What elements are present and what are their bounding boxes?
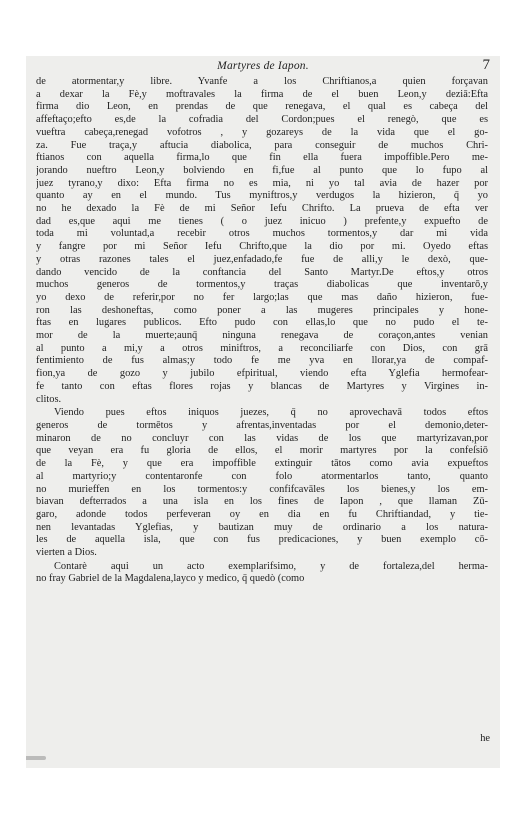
- text-line: ftianos con aquella firma,lo que fin ella fuera impoffible.Pero me-: [36, 152, 488, 164]
- text-line: firma dio Leon, en prendas de que renegava, el qual es cabeça del: [36, 101, 488, 113]
- text-line: generos de tormētos y afrentas,inventadas por el demonio,deter-: [36, 419, 488, 431]
- text-line: y fangre por mi Señor Iefu Chrifto,que la dio por mi. Oyedo eftas: [36, 241, 488, 253]
- ink-smudge: [26, 756, 46, 760]
- text-line: nen levantadas Yglefias, y bautizan muy de ordinario a los natura-: [36, 521, 488, 533]
- book-page: [26, 56, 500, 768]
- text-line: al punto a mi,y a otros miniftros, a reconciliarfe con Dios, con grā: [36, 342, 488, 354]
- paragraph: [36, 407, 488, 559]
- text-line: vueftra cabeça,renegad vofotros , y gozareys de la vida que el go-: [36, 126, 488, 138]
- text-line: clitos.: [36, 393, 62, 405]
- text-line: de la Fè, y que era impoffible extinguir tātos como avia expueftos: [36, 458, 488, 470]
- paragraph: [36, 76, 488, 406]
- text-line: ron las deshoneftas, como poner a las mugeres principales y hone-: [36, 304, 488, 316]
- text-line: fentimiento de fus almas;y todo fe me yva en llorar,ya de compaf-: [36, 355, 488, 367]
- text-line: Viendo pues eftos iniquos juezes, q̄ no aprovechavā todos eftos: [54, 407, 488, 419]
- text-line: que veyan era fu gloria de ellos, el morir martyres por la confeſsiō: [36, 445, 488, 457]
- body-text: [36, 76, 488, 586]
- text-line: jorando nueftro Leon,y bolviendo en fi,fue al punto que lo fupo al: [36, 164, 488, 176]
- text-line: fion,ya de gozo y jubilo efpiritual, viendo efta Yglefia hermofear-: [36, 368, 488, 380]
- text-line: minaron de no concluyr con las vidas de los que martyrizavan,por: [36, 432, 488, 444]
- folio-number: 7: [482, 57, 490, 73]
- text-line: affeftaço;efto es,de la cofradia del Cordon;pues el renegò, que es: [36, 114, 488, 126]
- text-line: yo dexo de referir,por no fer largo;las que mas daño hizieron, fue-: [36, 291, 488, 303]
- text-line: juez tyrano,y dixo: Efta firma no es mia, ni yo tal avia de hazer por: [36, 177, 488, 189]
- text-line: a dexar la Fè,y moftravales la firma de el buen Leon,y deziā:Efta: [36, 88, 488, 100]
- paragraph: [36, 561, 488, 586]
- text-line: no he dexado la Fè de mi Señor Iefu Chrifto. La prueva de efta ver: [36, 203, 488, 215]
- page-header: [26, 59, 500, 77]
- text-line: muchos generos de tormentos,y traças diabolicas que inventarō,y: [36, 279, 488, 291]
- text-line: de atormentar,y libre. Yvanfe a los Chriftianos,a quien forçavan: [36, 76, 488, 87]
- text-line: dad es,que aqui me tienes ( o juez inicuo ) prefente,y expuefto de: [36, 215, 488, 227]
- catchword: he: [480, 733, 490, 744]
- text-line: no murieffen en los tormentos:y confifcavāles los bienes,y los em-: [36, 483, 488, 495]
- text-line: fe tanto con eftas flores rojas y blancas de Martyres y Virgines in-: [36, 380, 488, 392]
- text-line: y otras razones tales el juez,enfadado,fe fue de alli,y le dexò, que-: [36, 253, 488, 265]
- text-line: za. Fue traça,y aftucia diabolica, para conseguir de muchos Chri-: [36, 139, 488, 151]
- text-line: Contarè aqui un acto exemplarifsimo, y de fortaleza,del herma-: [54, 560, 488, 572]
- text-line: vierten a Dios.: [36, 547, 97, 559]
- text-line: ftas en lugares publicos. Efto pudo con ellas,lo que no pudo el te-: [36, 317, 488, 329]
- text-line: no fray Gabriel de la Magdalena,layco y medico, q̄ quedò (como: [36, 573, 305, 585]
- text-line: toda mi voluntad,a recebir otros muchos tormentos,y dar mi vida: [36, 228, 488, 240]
- text-line: quanto ay en el mundo. Tus myniftros,y verdugos la hizieron, q̄ yo: [36, 190, 488, 202]
- text-line: garo, adonde todos perfeveran oy en dia en fu Chriftiandad, y tie-: [36, 508, 488, 520]
- text-line: al martyrio;y contentaronfe con folo atormentarlos tanto, quanto: [36, 470, 488, 482]
- text-line: dando vencido de la conftancia del Santo Martyr.De eftos,y otros: [36, 266, 488, 278]
- text-line: biavan defterrados a una isla en los fines de Iapon , que llaman Zū-: [36, 496, 488, 508]
- running-title: Martyres de Iapon.: [217, 60, 309, 72]
- text-line: les de aquella isla, que con fus predicaciones, y buen exemplo cō-: [36, 534, 488, 546]
- text-line: mor de la muerte;aunq̄ ninguna renegava de coraçon,antes venian: [36, 330, 488, 342]
